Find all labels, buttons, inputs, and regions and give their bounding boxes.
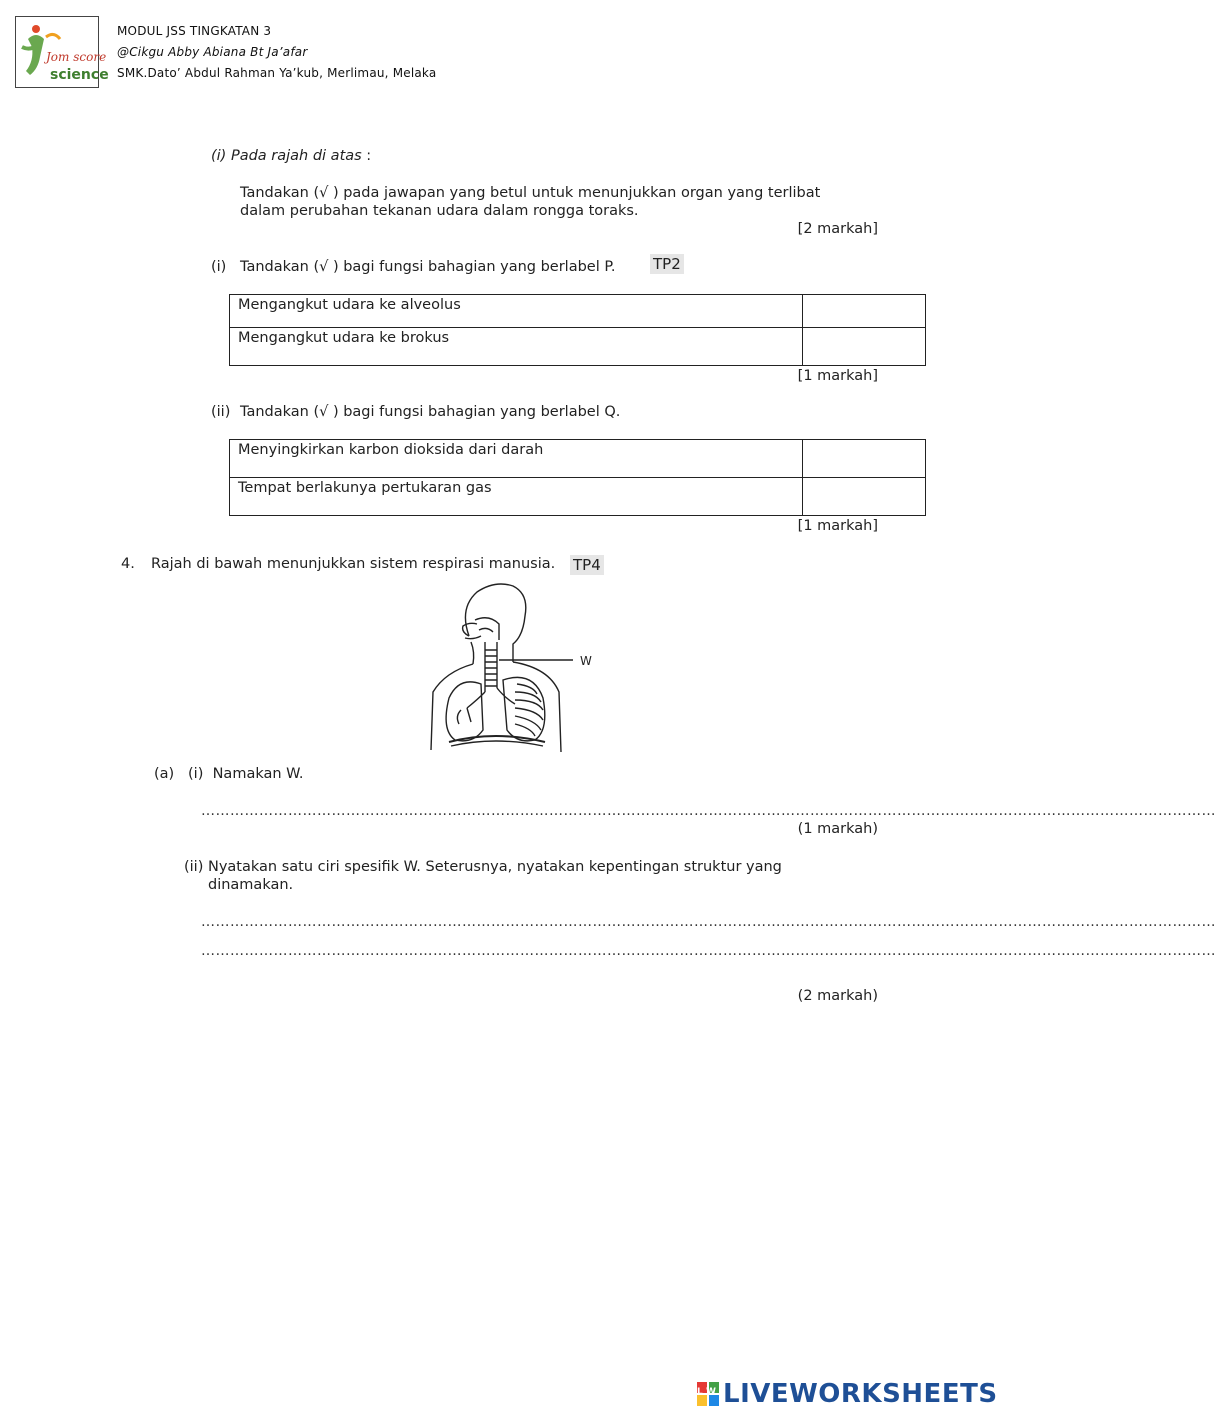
question-p-text: Tandakan (√ ) bagi fungsi bahagian yang berlabel P.: [240, 259, 616, 275]
answer-line-4a-ii-2[interactable]: …………………………………………………………………………………………………………………………………………………………………………………………: [201, 943, 1216, 959]
header-line-2: @Cikgu Abby Abiana Bt Ja’afar: [117, 45, 308, 59]
question-4a-ii: (ii) Nyatakan satu ciri spesifik W. Seterusnya, nyatakan kepentingan struktur yang: [184, 859, 782, 875]
question-4a-i: (a) (i) Namakan W.: [154, 766, 304, 782]
label-w: W: [580, 654, 592, 668]
options-table-p: [229, 294, 926, 366]
respiratory-system-diagram: [425, 580, 605, 760]
jom-score-logo-icon: [16, 17, 109, 87]
question-p-number: (i): [211, 259, 227, 275]
question-4-number: 4.: [121, 556, 135, 572]
liveworksheets-wordmark: LIVEWORKSHEETS: [723, 1379, 998, 1409]
marks-p: [1 markah]: [797, 368, 878, 384]
table-row: [230, 328, 926, 366]
school-logo: [15, 16, 109, 88]
part-i-heading: (i) Pada rajah di atas :: [211, 148, 372, 164]
answer-line-4a-ii-1[interactable]: …………………………………………………………………………………………………………………………………………………………………………………………: [201, 914, 1216, 930]
tick-box-p-1[interactable]: [803, 295, 926, 328]
options-table-q: [229, 439, 926, 516]
tick-box-q-1[interactable]: [803, 440, 926, 478]
option-q-1: Menyingkirkan karbon dioksida dari darah: [230, 440, 803, 478]
tick-box-p-2[interactable]: [803, 328, 926, 366]
tp4-badge: TP4: [570, 555, 604, 575]
answer-line-4a-i[interactable]: …………………………………………………………………………………………………………………………………………………………………………………………: [201, 803, 1216, 819]
header-line-3: SMK.Dato’ Abdul Rahman Ya’kub, Merlimau, Melaka: [117, 66, 437, 80]
marks-4a-i: (1 markah): [797, 821, 878, 837]
question-q-number: (ii): [211, 404, 231, 420]
marks-q: [1 markah]: [797, 518, 878, 534]
table-row: [230, 295, 926, 328]
question-q-text: Tandakan (√ ) bagi fungsi bahagian yang berlabel Q.: [240, 404, 621, 420]
marks-part-i: [2 markah]: [797, 221, 878, 237]
question-4a-ii-line2: dinamakan.: [208, 877, 294, 893]
part-i-instruction-2: dalam perubahan tekanan udara dalam rongga toraks.: [240, 203, 639, 219]
option-p-1: Mengangkut udara ke alveolus: [230, 295, 803, 328]
table-row: [230, 440, 926, 478]
question-4-text: Rajah di bawah menunjukkan sistem respirasi manusia.: [151, 556, 556, 572]
header-line-1: MODUL JSS TINGKATAN 3: [117, 24, 272, 38]
option-q-2: Tempat berlakunya pertukaran gas: [230, 478, 803, 516]
option-p-2: Mengangkut udara ke brokus: [230, 328, 803, 366]
part-i-instruction-1: Tandakan (√ ) pada jawapan yang betul untuk menunjukkan organ yang terlibat: [240, 185, 821, 201]
marks-4a-ii: (2 markah): [797, 988, 878, 1004]
svg-text:science: science: [50, 67, 109, 83]
svg-text:Jom score: Jom score: [46, 50, 107, 64]
liveworksheets-icon: LW: [697, 1382, 719, 1406]
tick-box-q-2[interactable]: [803, 478, 926, 516]
tp2-badge: TP2: [650, 254, 684, 274]
table-row: [230, 478, 926, 516]
liveworksheets-logo[interactable]: [697, 1378, 998, 1410]
